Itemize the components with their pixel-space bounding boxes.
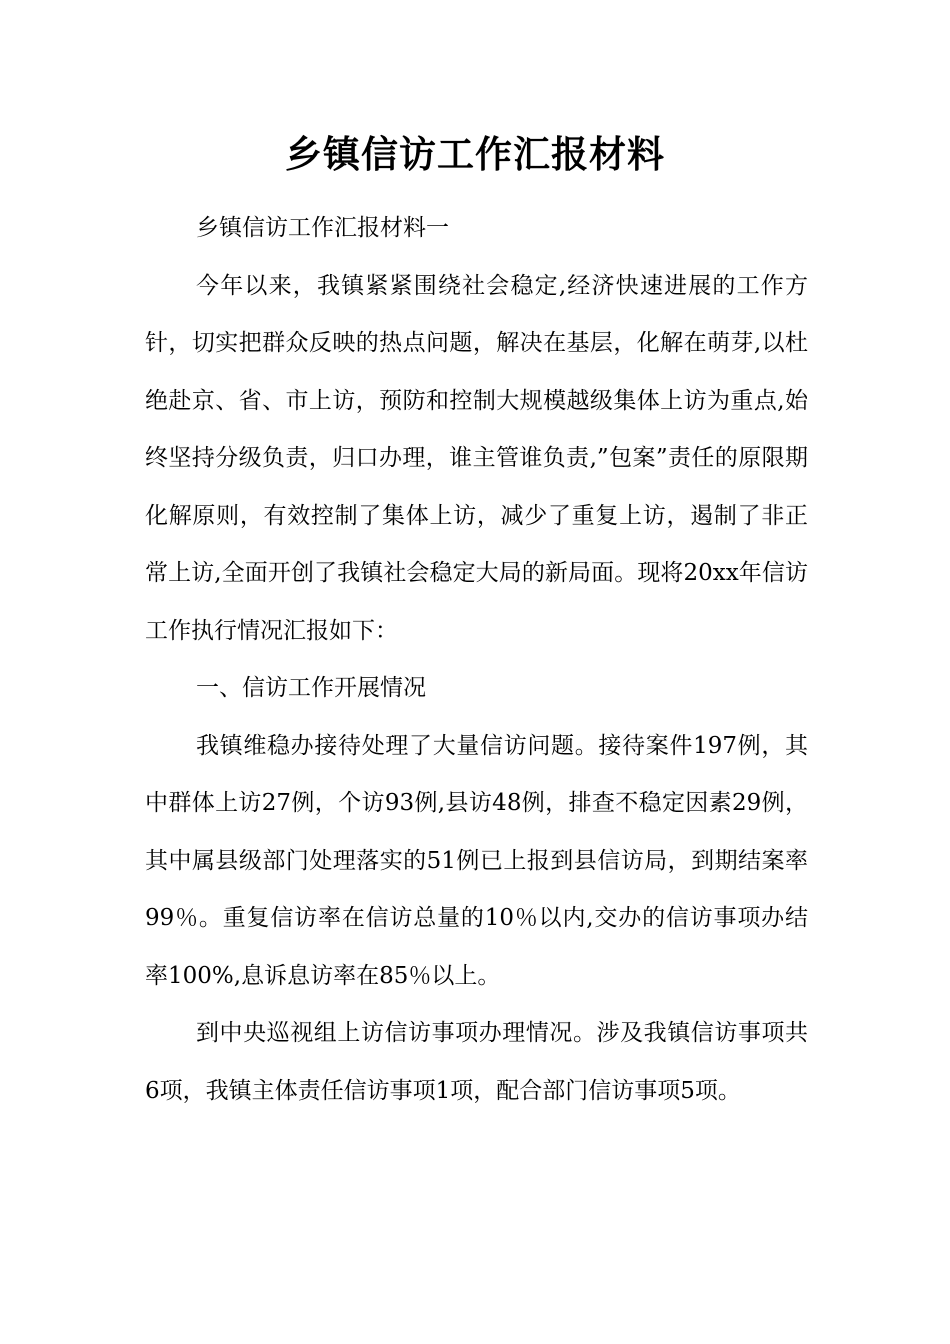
document-title: 乡镇信访工作汇报材料 (285, 132, 665, 176)
paragraph-inspection: 到中央巡视组上访信访事项办理情况。涉及我镇信访事项共6项，我镇主体责任信访事项1项，配合部门信访事项5项。 (145, 1020, 808, 1104)
section-heading: 一、信访工作开展情况 (196, 675, 426, 701)
document-body (145, 200, 808, 1120)
paragraph-statistics: 我镇维稳办接待处理了大量信访问题。接待案件197例，其中群体上访27例，个访93例,县访48例，排查不稳定因素29例，其中属县级部门处理落实的51例已上报到县信访局，到期结案率99％。重复信访率在信访总量的10％以内,交办的信访事项办结率100%,息诉息访率在85％以上。 (145, 732, 808, 989)
document-subtitle: 乡镇信访工作汇报材料一 (196, 215, 449, 241)
paragraph-intro: 今年以来，我镇紧紧围绕社会稳定,经济快速进展的工作方针，切实把群众反映的热点问题，解决在基层，化解在萌芽,以杜绝赴京、省、市上访，预防和控制大规模越级集体上访为重点,始终坚持分级负责，归口办理，谁主管谁负责,”包案”责任的原限期化解原则，有效控制了集体上访，减少了重复上访，遏制了非正常上访,全面开创了我镇社会稳定大局的新局面。现将20xx年信访工作执行情况汇报如下： (145, 272, 808, 644)
